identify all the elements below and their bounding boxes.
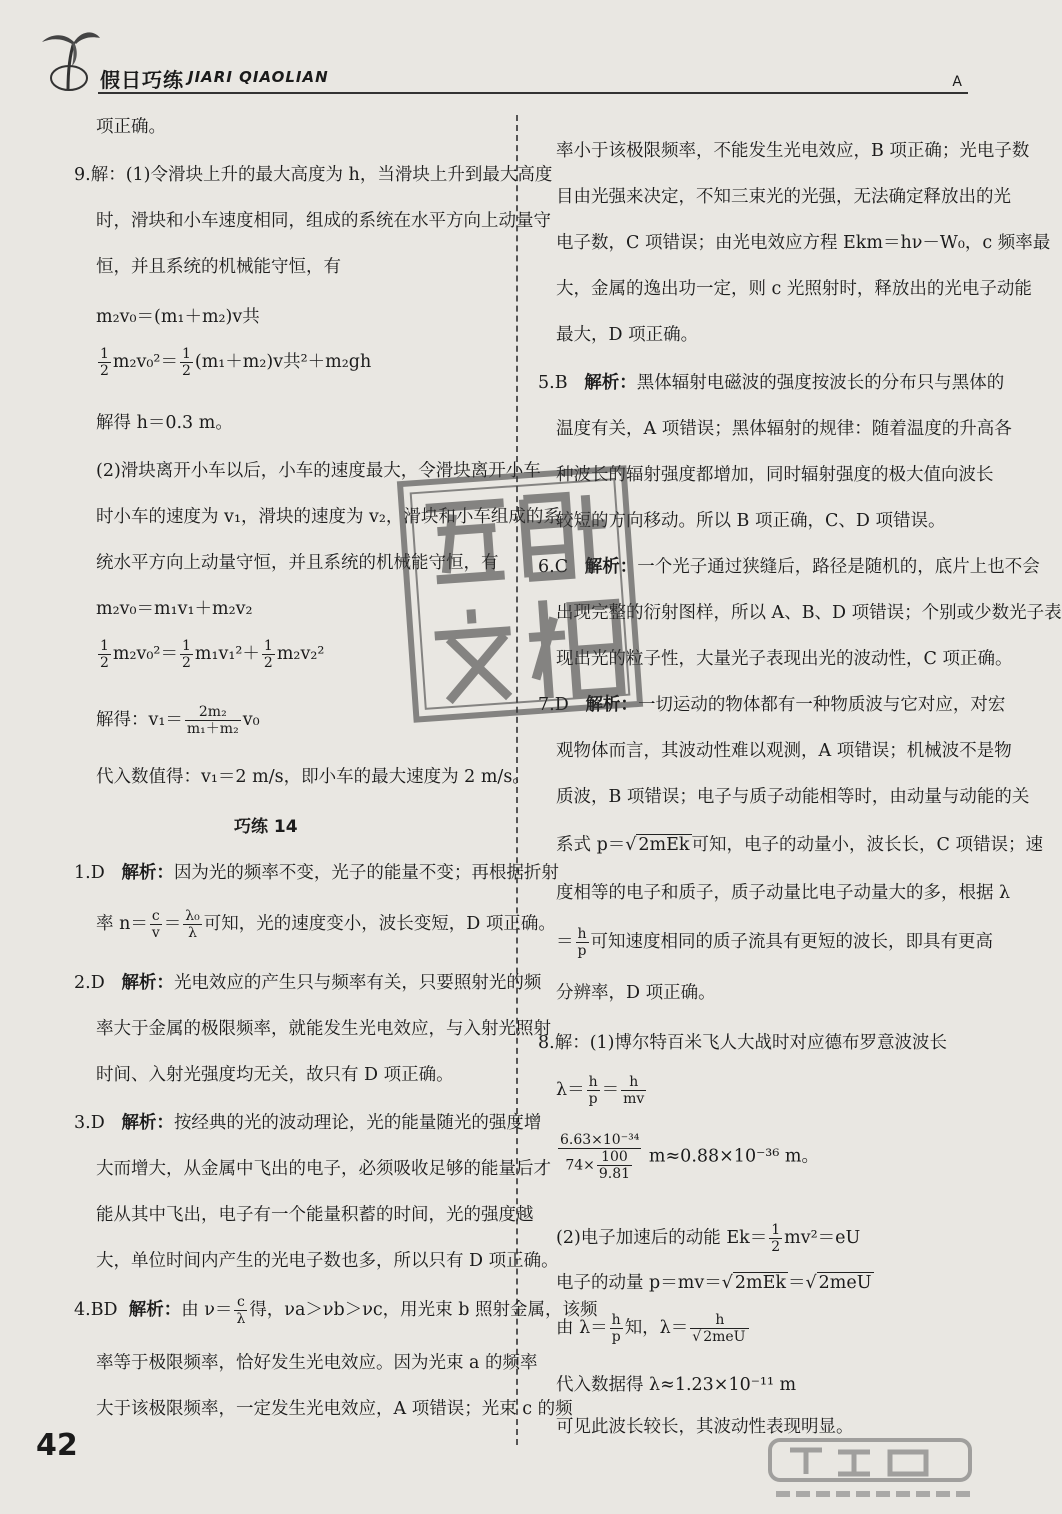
watermark-logo-icon [766, 1436, 986, 1508]
edition-mark: A [952, 74, 962, 90]
text-line: 率 n＝ $\frac{c}{v}$ ＝ $\frac{\text{λ₀}}{\lambda}$ 可知，光的速度变小，波长变短，D 项正确。 [96, 908, 556, 941]
text-line: 温度有关，A 项错误；黑体辐射的规律：随着温度的升高各 [556, 419, 1012, 439]
text-line: 统水平方向上动量守恒，并且系统的机械能守恒，有 [96, 553, 499, 573]
equation: $\frac{1}{2}$ m₂v₀²＝ $\frac{1}{2}$ m₁v₁²＋ $\frac{1}{2}$ m₂v₂² [100, 638, 325, 671]
equation: 6.63×10⁻³⁴ 74× $\frac{100}{9.81}$ m≈0.88×10⁻³⁶ m。 [560, 1132, 819, 1182]
text-line: 电子数，C 项错误；由光电效应方程 Ekm＝hν－W₀，c 频率最 [556, 233, 1051, 253]
text-line: 分辨率，D 项正确。 [556, 983, 716, 1003]
text-line: 最大，D 项正确。 [556, 325, 699, 345]
text-line: 时，滑块和小车速度相同，组成的系统在水平方向上动量守 [96, 211, 551, 231]
equation: $\frac{1}{2}$ m₂v₀²＝ $\frac{1}{2}$ (m₁＋m₂)v共²＋m₂gh [100, 346, 372, 379]
answer-7: 7.D 解析：一切运动的物体都有一种物质波与它对应，对宏 [538, 695, 1006, 715]
stamp-seal-icon [394, 462, 647, 726]
text-line: 出现完整的衍射图样，所以 A、B、D 项错误；个别或少数光子表 [556, 603, 1062, 623]
text-line: 目由光强来决定，不知三束光的光强，无法确定释放出的光 [556, 187, 1011, 207]
text-line: 代入数值得：v₁＝2 m/s，即小车的最大速度为 2 m/s。 [96, 767, 530, 787]
text-line: 恒，并且系统的机械能守恒，有 [96, 257, 341, 277]
text-line: 解得 h＝0.3 m。 [96, 413, 233, 433]
equation: λ＝ $\frac{h}{p}$ ＝ $\frac{h}{mv}$ [556, 1074, 645, 1107]
text-line: 系式 p＝√ 2mEk 可知，电子的动量小，波长长，C 项错误；速 [556, 835, 1043, 855]
text-line: 质波，B 项错误；电子与质子动能相等时，由动量与动能的关 [556, 787, 1030, 807]
equation: m₂v₀＝m₁v₁＋m₂v₂ [96, 599, 253, 619]
section-title: 巧练 14 [234, 817, 298, 837]
page-number: 42 [36, 1428, 78, 1463]
page-header [38, 28, 968, 98]
brand-pinyin: JIARI QIAOLIAN [188, 68, 329, 86]
answer-8: 8.解：(1)博尔特百米飞人大战时对应德布罗意波波长 [538, 1033, 947, 1053]
text-line: 时间、入射光强度均无关，故只有 D 项正确。 [96, 1065, 454, 1085]
text-line: 率等于极限频率，恰好发生光电效应。因为光束 a 的频率 [96, 1353, 538, 1373]
text-line: 率大于金属的极限频率，就能发生光电效应，与入射光照射 [96, 1019, 551, 1039]
text-line: 大于该极限频率，一定发生光电效应，A 项错误；光束 c 的频 [96, 1399, 573, 1419]
answer-2: 2.D 解析：光电效应的产生只与频率有关，只要照射光的频 [74, 973, 542, 993]
text-line: 观物体而言，其波动性难以观测，A 项错误；机械波不是物 [556, 741, 1012, 761]
equation: 电子的动量 p＝mv＝√ 2mEk ＝√ 2meU [556, 1273, 872, 1293]
text-line: 率小于该极限频率，不能发生光电效应，B 项正确；光电子数 [556, 141, 1030, 161]
text-line: 种波长的辐射强度都增加，同时辐射强度的极大值向波长 [556, 465, 994, 485]
text-line: 时小车的速度为 v₁，滑块的速度为 v₂，滑块和小车组成的系 [96, 507, 561, 527]
text-line: 大，金属的逸出功一定，则 c 光照射时，释放出的光电子动能 [556, 279, 1032, 299]
equation: 解得：v₁＝ $\frac{\text{2m₂}}{\text{m₁＋m₂}}$ v₀ [96, 704, 260, 737]
header-rule [98, 92, 968, 94]
text-line: 能从其中飞出，电子有一个能量积蓄的时间，光的强度越 [96, 1205, 534, 1225]
equation: 由 λ＝ $\frac{h}{p}$ 知，λ＝ $\frac{h}{\text{√ 2meU}}$ [556, 1312, 751, 1345]
text-line: 较短的方向移动。所以 B 项正确，C、D 项错误。 [556, 511, 946, 531]
text-line: 可见此波长较长，其波动性表现明显。 [556, 1417, 854, 1437]
text-line: 大，单位时间内产生的光电子数也多，所以只有 D 项正确。 [96, 1251, 559, 1271]
answer-6: 6.C 解析：一个光子通过狭缝后，路径是随机的，底片上也不会 [538, 557, 1040, 577]
answer-4: 4.BD 解析：由 ν＝ $\frac{c}{\lambda}$ 得，νa＞νb＞νc，用光束 b 照射金属，该频 [74, 1294, 598, 1327]
palm-tree-logo-icon [38, 28, 100, 92]
text-line: 代入数据得 λ≈1.23×10⁻¹¹ m [556, 1375, 797, 1395]
brand-name: 假日巧练 [100, 68, 184, 92]
text-line: 度相等的电子和质子，质子动量比电子动量大的多，根据 λ [556, 883, 1011, 903]
text-line: 项正确。 [96, 117, 166, 137]
equation: m₂v₀＝(m₁＋m₂)v共 [96, 307, 260, 327]
text-line: 9.解：(1)令滑块上升的最大高度为 h，当滑块上升到最大高度 [74, 165, 553, 185]
answer-5: 5.B 解析：黑体辐射电磁波的强度按波长的分布只与黑体的 [538, 373, 1005, 393]
text-line: 大而增大，从金属中飞出的电子，必须吸收足够的能量后才 [96, 1159, 551, 1179]
answer-3: 3.D 解析：按经典的光的波动理论，光的能量随光的强度增 [74, 1113, 542, 1133]
answer-1: 1.D 解析：因为光的频率不变，光子的能量不变；再根据折射 [74, 863, 559, 883]
text-line: ＝ $\frac{h}{p}$ 可知速度相同的质子流具有更短的波长，即具有更高 [556, 926, 994, 959]
text-line: 现出光的粒子性，大量光子表现出光的波动性，C 项正确。 [556, 649, 1013, 669]
text-line: (2)滑块离开小车以后，小车的速度最大，令滑块离开小车 [96, 461, 541, 481]
equation: (2)电子加速后的动能 Ek＝ $\frac{1}{2}$ mv²＝eU [556, 1222, 861, 1255]
